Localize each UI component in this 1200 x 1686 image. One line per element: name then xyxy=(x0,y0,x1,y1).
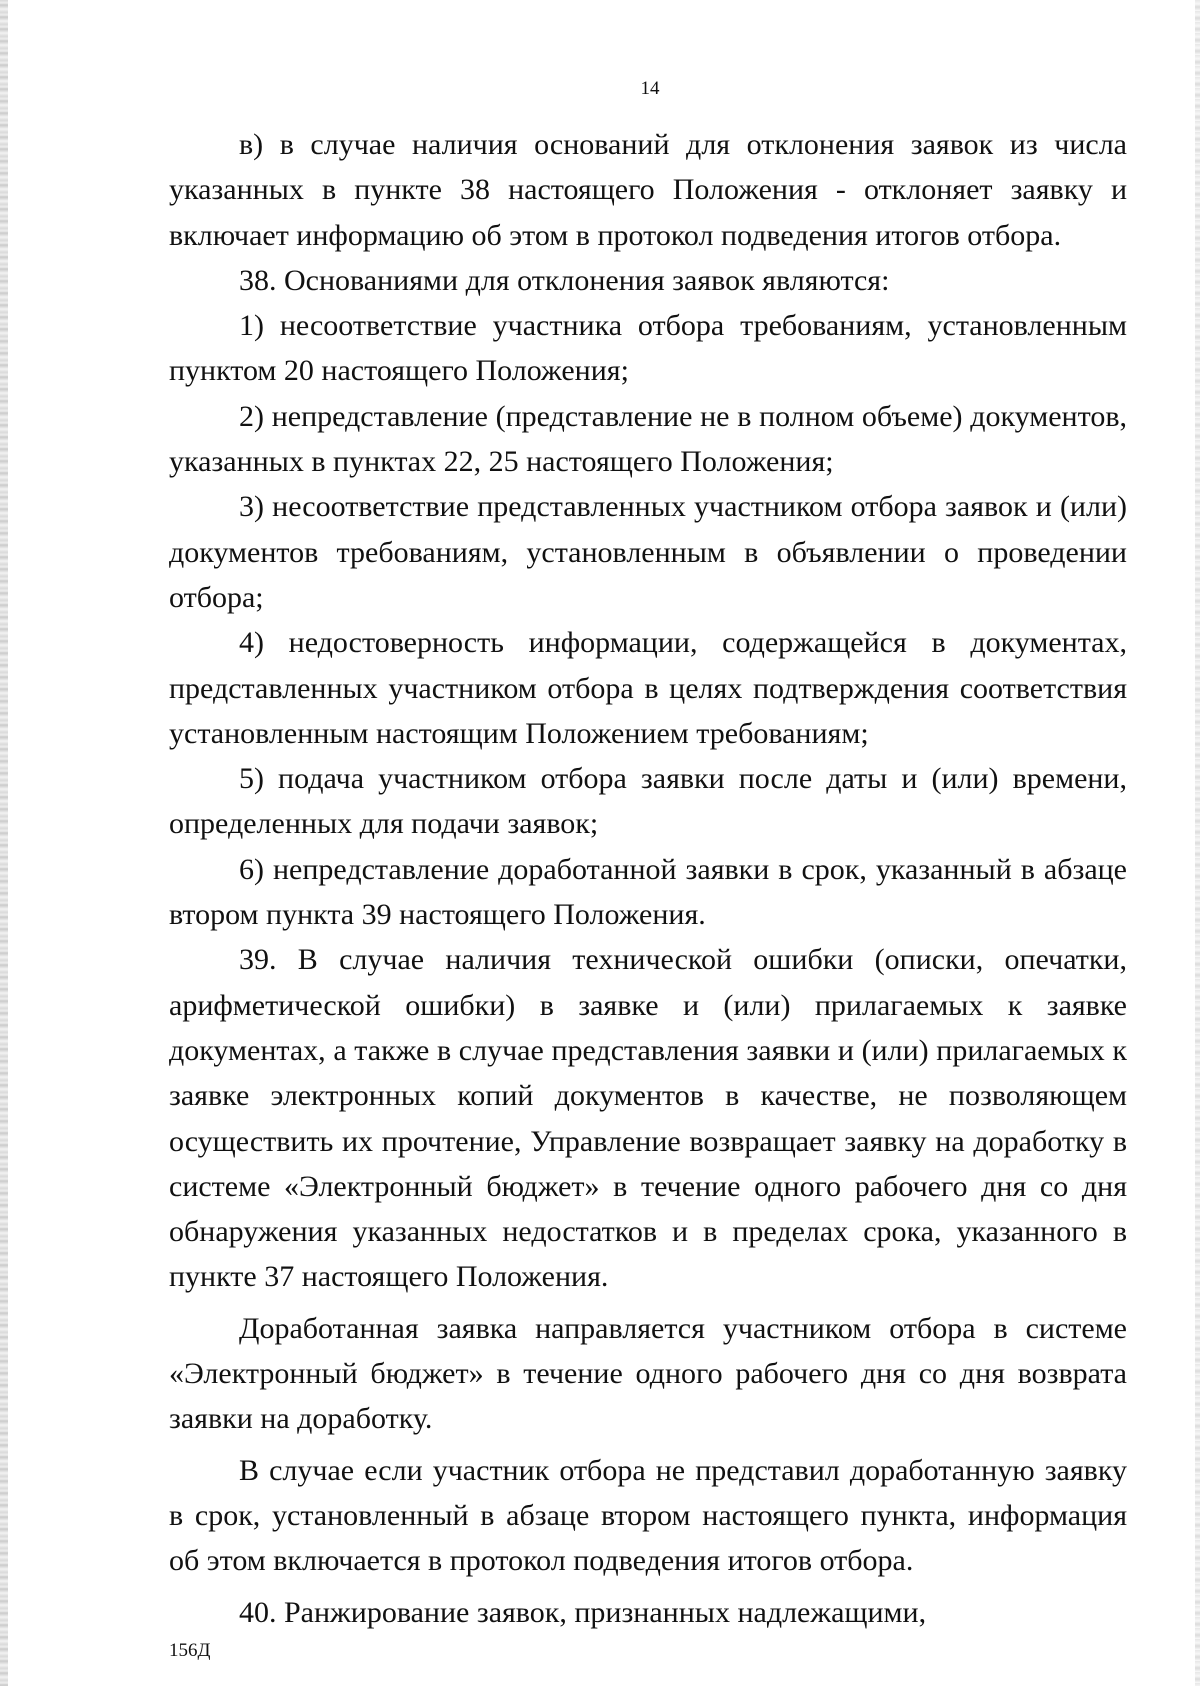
paragraph-item-v: в) в случае наличия оснований для отклонения заявок из числа указанных в пункте 38 настоящего Положения - отклоняет заявку и включает информацию об этом в протокол подведения итогов отбора. xyxy=(169,128,1127,252)
scan-edge-left xyxy=(0,0,8,1686)
paragraph-39: 39. В случае наличия технической ошибки (описки, опечатки, арифметической ошибки) в заявке и (или) прилагаемых к заявке документах, а также в случае представления заявки и (или) прилагаемых к заявке электронных копий документов в качестве, не позволяющем осуществить их прочтение, Управление возвращает заявку на доработку в системе «Электронный бюджет» в течение одного рабочего дня со дня обнаружения указанных недостатков и в пределах срока, указанного в пункте 37 настоящего Положения. xyxy=(169,943,1127,1294)
paragraph-list-item-4: 4) недостоверность информации, содержащейся в документах, представленных участником отбора в целях подтверждения соответствия установленным настоящим Положением требованиям; xyxy=(169,626,1127,750)
paragraph-list-item-3: 3) несоответствие представленных участником отбора заявок и (или) документов требованиям, установленным в объявлении о проведении отбора; xyxy=(169,490,1127,614)
paragraph-38-heading: 38. Основаниями для отклонения заявок являются: xyxy=(239,263,890,297)
footer-code: 156Д xyxy=(169,1640,211,1661)
paragraph-list-item-2: 2) непредставление (представление не в полном объеме) документов, указанных в пунктах 22, 25 настоящего Положения; xyxy=(169,399,1127,479)
paragraph-39-not-submitted: В случае если участник отбора не представил доработанную заявку в срок, установленный в абзаце втором настоящего пункта, информация об этом включается в протокол подведения итогов отбора. xyxy=(169,1453,1127,1578)
paragraph-39-revised-application: Доработанная заявка направляется участником отбора в системе «Электронный бюджет» в течение одного рабочего дня со дня возврата заявки на доработку. xyxy=(169,1311,1127,1436)
paragraph-list-item-6: 6) непредставление доработанной заявки в срок, указанный в абзаце втором пункта 39 настоящего Положения. xyxy=(169,852,1127,932)
scan-edge-right xyxy=(1195,0,1200,1686)
document-body xyxy=(169,122,1127,1635)
paragraph-list-item-1: 1) несоответствие участника отбора требованиям, установленным пунктом 20 настоящего Положения; xyxy=(169,309,1127,388)
paragraph-list-item-5: 5) подача участником отбора заявки после даты и (или) времени, определенных для подачи заявок; xyxy=(169,762,1127,841)
page-number: 14 xyxy=(640,78,660,99)
paragraph-40: 40. Ранжирование заявок, признанных надлежащими, xyxy=(239,1595,927,1629)
